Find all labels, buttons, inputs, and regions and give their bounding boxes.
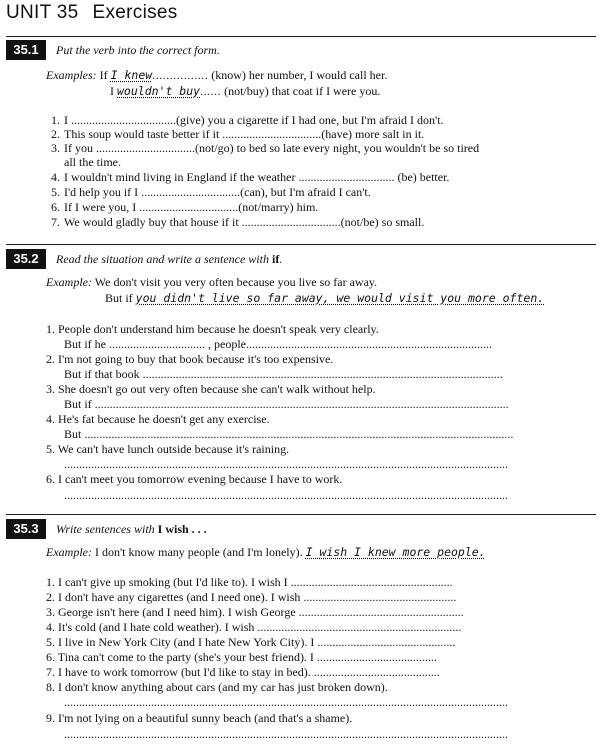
- unit-heading: Exercises: [92, 2, 178, 23]
- section-badge-35-2: 35.2: [6, 249, 46, 269]
- exercise-item: 2. This soup would taste better if it .................................(have) more salt in it.: [51, 127, 425, 141]
- section-divider: [6, 36, 596, 37]
- exercise-item: 5. I'd help you if I .................................(can), but I'm afraid I can't.: [51, 185, 371, 199]
- exercise-item: 5. I live in New York City (and I hate New York City). I ..............................................: [46, 635, 456, 649]
- answer-line: ....................................................................................................................................................: [64, 457, 508, 471]
- exercise-item: 4. I wouldn't mind living in England if the weather ................................ (be) better.: [51, 170, 450, 184]
- exercise-item: 2. I'm not going to buy that book because it's too expensive.: [46, 352, 334, 366]
- handwritten-answer: you didn't live so far away, we would visit you more often.: [135, 291, 545, 305]
- section-divider: [6, 514, 596, 515]
- handwritten-answer: wouldn't buy: [117, 84, 201, 98]
- exercise-item: 9. I'm not lying on a beautiful sunny beach (and that's a shame).: [46, 711, 353, 725]
- answer-line: ....................................................................................................................................................: [64, 727, 508, 741]
- section-divider: [6, 244, 596, 245]
- exercise-item: 3. George isn't here (and I need him). I wish George .......................................................: [46, 605, 464, 619]
- exercise-item: 7. I have to work tomorrow (but I'd like to stay in bed). ..........................................: [46, 665, 440, 679]
- exercise-item: 1. I ...................................(give) you a cigarette if I had one, but I'm afraid I don't.: [51, 113, 444, 127]
- exercise-item: 3. She doesn't go out very often because she can't walk without help.: [46, 382, 376, 396]
- exercise-item: 1. People don't understand him because he doesn't speak very clearly.: [46, 322, 379, 336]
- answer-line: ....................................................................................................................................................: [64, 488, 508, 502]
- exercise-item: 6. Tina can't come to the party (she's your best friend). I ........................................: [46, 650, 437, 664]
- handwritten-answer: I wish I knew more people.: [305, 545, 486, 559]
- answer-line: But if ..........................................................................................................................................: [64, 397, 509, 411]
- handwritten-answer: I knew: [110, 68, 153, 82]
- answer-line: But if that book ........................................................................................................................: [64, 367, 503, 381]
- example-line: Example: We don't visit you very often because you live so far away.: [46, 275, 378, 289]
- section-badge-35-1: 35.1: [6, 40, 46, 60]
- section-instruction: Read the situation and write a sentence with if.: [56, 252, 283, 266]
- example-line: But if you didn't live so far away, we would visit you more often.: [105, 291, 545, 305]
- exercise-item: 8. I don't know anything about cars (and my car has just broken down).: [46, 680, 388, 694]
- section-instruction: Put the verb into the correct form.: [56, 43, 220, 57]
- exercise-item: 4. It's cold (and I hate cold weather). I wish ....................................................................: [46, 620, 462, 634]
- exercise-item: 7. We would gladly buy that house if it .................................(not/be) so small.: [51, 215, 425, 229]
- unit-number: UNIT 35: [6, 2, 79, 23]
- example-line: I wouldn't buy...... (not/buy) that coat if I were you.: [110, 84, 381, 98]
- example-line: Examples: If I knew................ (know) her number, I would call her.: [46, 68, 388, 82]
- example-line: Example: I don't know many people (and I'm lonely). I wish I knew more people.: [46, 545, 486, 559]
- exercise-item: 4. He's fat because he doesn't get any exercise.: [46, 412, 270, 426]
- exercise-item: 6. I can't meet you tomorrow evening because I have to work.: [46, 472, 343, 486]
- exercise-item: 2. I don't have any cigarettes (and I need one). I wish ...................................................: [46, 590, 457, 604]
- answer-line: But ...............................................................................................................................................: [64, 427, 514, 441]
- exercise-item: 3. If you .................................(not/go) to bed so late every night, you wouldn't be so tired: [51, 141, 480, 155]
- section-badge-35-3: 35.3: [6, 519, 46, 539]
- section-instruction: Write sentences with I wish . . .: [56, 522, 207, 536]
- exercise-item: 5. We can't have lunch outside because it's raining.: [46, 442, 290, 456]
- exercise-item: 6. If I were you, I .................................(not/marry) him.: [51, 200, 319, 214]
- exercise-item: all the time.: [64, 155, 121, 169]
- exercise-item: 1. I can't give up smoking (but I'd like to). I wish I ......................................................: [46, 575, 453, 589]
- answer-line: But if he ................................ , people..................................................................................: [64, 337, 492, 351]
- page-title: [6, 2, 178, 24]
- answer-line: ....................................................................................................................................................: [64, 695, 508, 709]
